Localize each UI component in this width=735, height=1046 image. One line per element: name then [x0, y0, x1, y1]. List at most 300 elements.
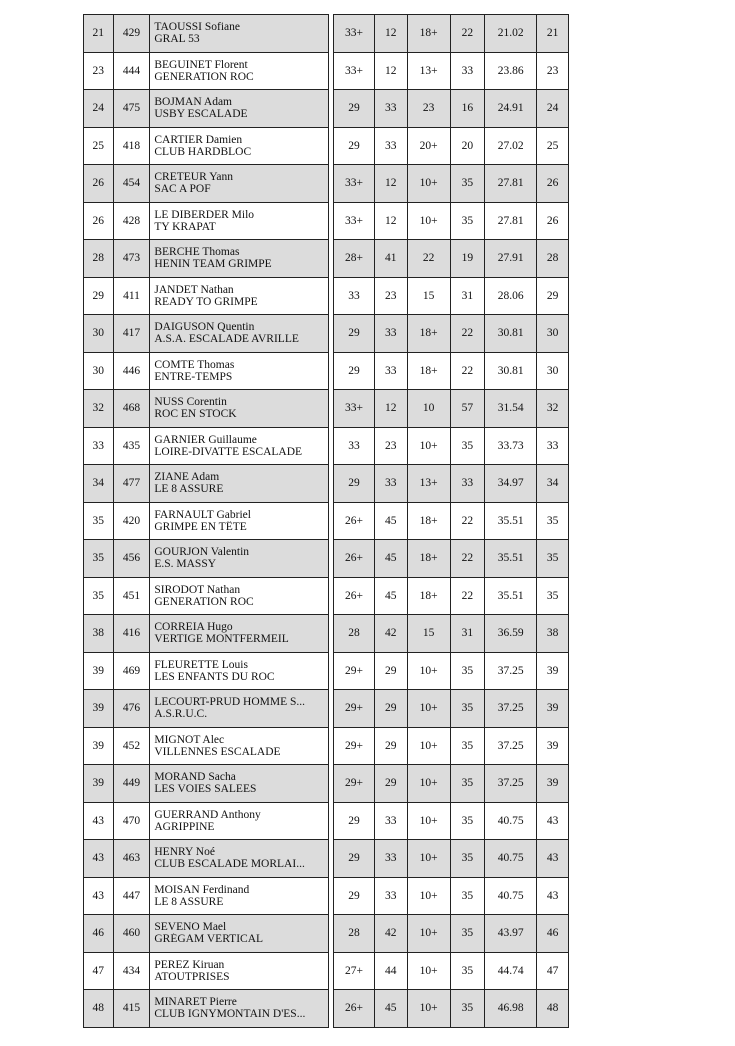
- route2-result-cell: 18+: [407, 352, 450, 390]
- name-cell: [150, 390, 329, 428]
- rank-cell: 29: [84, 277, 114, 315]
- name-cell: [150, 127, 329, 165]
- bib-cell: 444: [113, 52, 150, 90]
- route2-result-cell: 10+: [407, 727, 450, 765]
- athlete-name: LE DIBERDER Milo: [154, 208, 255, 221]
- table-row: [84, 277, 569, 315]
- route1-rank-cell: 12: [374, 15, 407, 53]
- table-row: [84, 952, 569, 990]
- route2-result-cell: 15: [407, 277, 450, 315]
- route1-result-cell: 33+: [334, 165, 375, 203]
- name-cell: [150, 315, 329, 353]
- route2-result-cell: 20+: [407, 127, 450, 165]
- route1-result-cell: 26+: [334, 502, 375, 540]
- route2-result-cell: 10+: [407, 165, 450, 203]
- club-name: CLUB HARDBLOC: [154, 145, 252, 158]
- athlete-name: FLEURETTE Louis: [154, 658, 248, 671]
- final-rank-cell: 29: [537, 277, 569, 315]
- route1-rank-cell: 12: [374, 165, 407, 203]
- route1-rank-cell: 29: [374, 765, 407, 803]
- route2-result-cell: 10+: [407, 877, 450, 915]
- route1-result-cell: 33+: [334, 202, 375, 240]
- bib-cell: 475: [113, 90, 150, 128]
- route2-result-cell: 23: [407, 90, 450, 128]
- score-cell: 37.25: [485, 652, 537, 690]
- club-name: HENIN TEAM GRIMPE: [154, 258, 272, 271]
- club-name: A.S.A. ESCALADE AVRILLE: [154, 333, 299, 346]
- final-rank-cell: 26: [537, 165, 569, 203]
- route2-rank-cell: 22: [450, 352, 485, 390]
- name-cell: [150, 277, 329, 315]
- route2-rank-cell: 31: [450, 615, 485, 653]
- route2-result-cell: 10+: [407, 690, 450, 728]
- club-name: LES ENFANTS DU ROC: [154, 670, 275, 683]
- bib-cell: 429: [113, 15, 150, 53]
- athlete-name: TAOUSSI Sofiane: [154, 21, 241, 34]
- final-rank-cell: 35: [537, 577, 569, 615]
- route1-result-cell: 29+: [334, 690, 375, 728]
- name-cell: [150, 240, 329, 278]
- name-cell: [150, 465, 329, 503]
- athlete-name: HENRY Noé: [154, 846, 215, 859]
- table-row: [84, 202, 569, 240]
- table-row: [84, 502, 569, 540]
- athlete-name: GOURJON Valentin: [154, 546, 250, 559]
- rank-cell: 39: [84, 765, 114, 803]
- bib-cell: 473: [113, 240, 150, 278]
- name-cell: [150, 202, 329, 240]
- score-cell: 34.97: [485, 465, 537, 503]
- table-row: [84, 127, 569, 165]
- rank-cell: 35: [84, 577, 114, 615]
- athlete-name: NUSS Corentin: [154, 396, 227, 409]
- route2-rank-cell: 22: [450, 315, 485, 353]
- name-cell: [150, 840, 329, 878]
- club-name: AGRIPPINE: [154, 820, 215, 833]
- athlete-name: CARTIER Damien: [154, 133, 243, 146]
- route1-rank-cell: 33: [374, 127, 407, 165]
- route1-result-cell: 28: [334, 615, 375, 653]
- rank-cell: 43: [84, 877, 114, 915]
- route1-rank-cell: 42: [374, 915, 407, 953]
- final-rank-cell: 39: [537, 765, 569, 803]
- table-row: [84, 652, 569, 690]
- bib-cell: 447: [113, 877, 150, 915]
- rank-cell: 25: [84, 127, 114, 165]
- club-name: CLUB IGNYMONTAIN D'ES...: [154, 1008, 306, 1021]
- name-cell: [150, 615, 329, 653]
- final-rank-cell: 33: [537, 427, 569, 465]
- athlete-name: JANDET Nathan: [154, 283, 234, 296]
- route2-rank-cell: 57: [450, 390, 485, 428]
- route1-result-cell: 28+: [334, 240, 375, 278]
- route1-result-cell: 33: [334, 427, 375, 465]
- route1-result-cell: 29: [334, 315, 375, 353]
- rank-cell: 34: [84, 465, 114, 503]
- name-cell: [150, 15, 329, 53]
- table-row: [84, 352, 569, 390]
- final-rank-cell: 23: [537, 52, 569, 90]
- club-name: SAC A POF: [154, 183, 211, 196]
- bib-cell: 470: [113, 802, 150, 840]
- athlete-name: CORREIA Hugo: [154, 621, 233, 634]
- route1-result-cell: 29: [334, 90, 375, 128]
- route1-rank-cell: 12: [374, 202, 407, 240]
- final-rank-cell: 28: [537, 240, 569, 278]
- club-name: LES VOIES SALEES: [154, 783, 257, 796]
- club-name: LE 8 ASSURE: [154, 895, 224, 908]
- bib-cell: 454: [113, 165, 150, 203]
- bib-cell: 417: [113, 315, 150, 353]
- route1-rank-cell: 33: [374, 840, 407, 878]
- route1-result-cell: 29: [334, 465, 375, 503]
- route2-result-cell: 10+: [407, 915, 450, 953]
- athlete-name: SEVENO Mael: [154, 921, 227, 934]
- bib-cell: 463: [113, 840, 150, 878]
- route2-result-cell: 18+: [407, 577, 450, 615]
- route1-result-cell: 29+: [334, 652, 375, 690]
- rank-cell: 32: [84, 390, 114, 428]
- route1-rank-cell: 33: [374, 90, 407, 128]
- club-name: GRIMPE EN TÊTE: [154, 520, 247, 533]
- rank-cell: 39: [84, 727, 114, 765]
- route2-result-cell: 10+: [407, 765, 450, 803]
- route2-rank-cell: 22: [450, 15, 485, 53]
- route1-rank-cell: 23: [374, 427, 407, 465]
- route1-result-cell: 29: [334, 802, 375, 840]
- route2-result-cell: 10+: [407, 202, 450, 240]
- route1-result-cell: 33+: [334, 15, 375, 53]
- name-cell: [150, 52, 329, 90]
- route1-rank-cell: 33: [374, 465, 407, 503]
- route2-rank-cell: 33: [450, 465, 485, 503]
- rank-cell: 35: [84, 502, 114, 540]
- score-cell: 23.86: [485, 52, 537, 90]
- score-cell: 40.75: [485, 840, 537, 878]
- table-row: [84, 427, 569, 465]
- route2-result-cell: 13+: [407, 465, 450, 503]
- rank-cell: 30: [84, 352, 114, 390]
- route1-result-cell: 29: [334, 127, 375, 165]
- rank-cell: 43: [84, 840, 114, 878]
- rank-cell: 46: [84, 915, 114, 953]
- score-cell: 35.51: [485, 577, 537, 615]
- results-table: [83, 14, 569, 1028]
- final-rank-cell: 38: [537, 615, 569, 653]
- route2-rank-cell: 35: [450, 915, 485, 953]
- route2-result-cell: 10: [407, 390, 450, 428]
- table-row: [84, 690, 569, 728]
- route1-result-cell: 27+: [334, 952, 375, 990]
- table-row: [84, 90, 569, 128]
- route1-rank-cell: 33: [374, 877, 407, 915]
- score-cell: 31.54: [485, 390, 537, 428]
- rank-cell: 21: [84, 15, 114, 53]
- score-cell: 43.97: [485, 915, 537, 953]
- athlete-name: DAIGUSON Quentin: [154, 321, 255, 334]
- route2-result-cell: 10+: [407, 952, 450, 990]
- bib-cell: 449: [113, 765, 150, 803]
- table-row: [84, 877, 569, 915]
- score-cell: 35.51: [485, 540, 537, 578]
- name-cell: [150, 90, 329, 128]
- route1-rank-cell: 23: [374, 277, 407, 315]
- final-rank-cell: 43: [537, 802, 569, 840]
- name-cell: [150, 502, 329, 540]
- table-row: [84, 915, 569, 953]
- results-table-body: [84, 15, 569, 1028]
- final-rank-cell: 39: [537, 727, 569, 765]
- club-name: LE 8 ASSURE: [154, 483, 224, 496]
- athlete-name: MORAND Sacha: [154, 771, 236, 784]
- bib-cell: 477: [113, 465, 150, 503]
- route2-rank-cell: 35: [450, 952, 485, 990]
- score-cell: 30.81: [485, 315, 537, 353]
- route1-rank-cell: 45: [374, 577, 407, 615]
- rank-cell: 48: [84, 990, 114, 1028]
- table-row: [84, 390, 569, 428]
- final-rank-cell: 25: [537, 127, 569, 165]
- route2-rank-cell: 16: [450, 90, 485, 128]
- route1-result-cell: 28: [334, 915, 375, 953]
- route2-rank-cell: 35: [450, 840, 485, 878]
- athlete-name: LECOURT-PRUD HOMME S...: [154, 696, 305, 709]
- score-cell: 37.25: [485, 690, 537, 728]
- route1-rank-cell: 29: [374, 727, 407, 765]
- name-cell: [150, 352, 329, 390]
- name-cell: [150, 577, 329, 615]
- final-rank-cell: 43: [537, 840, 569, 878]
- route2-rank-cell: 35: [450, 427, 485, 465]
- score-cell: 40.75: [485, 802, 537, 840]
- route2-result-cell: 10+: [407, 990, 450, 1028]
- table-row: [84, 577, 569, 615]
- route1-result-cell: 26+: [334, 540, 375, 578]
- route2-result-cell: 22: [407, 240, 450, 278]
- route2-rank-cell: 35: [450, 990, 485, 1028]
- name-cell: [150, 652, 329, 690]
- final-rank-cell: 35: [537, 502, 569, 540]
- club-name: GENERATION ROC: [154, 595, 254, 608]
- rank-cell: 23: [84, 52, 114, 90]
- bib-cell: 435: [113, 427, 150, 465]
- table-row: [84, 840, 569, 878]
- club-name: VERTIGE MONTFERMEIL: [154, 633, 289, 646]
- bib-cell: 446: [113, 352, 150, 390]
- name-cell: [150, 727, 329, 765]
- route1-rank-cell: 44: [374, 952, 407, 990]
- club-name: TY KRAPAT: [154, 220, 216, 233]
- club-name: ENTRE-TEMPS: [154, 370, 233, 383]
- route1-rank-cell: 12: [374, 52, 407, 90]
- athlete-name: BEGUINET Florent: [154, 58, 248, 71]
- route2-rank-cell: 35: [450, 652, 485, 690]
- table-row: [84, 990, 569, 1028]
- name-cell: [150, 952, 329, 990]
- score-cell: 27.81: [485, 165, 537, 203]
- score-cell: 33.73: [485, 427, 537, 465]
- club-name: CLUB ESCALADE MORLAI...: [154, 858, 305, 871]
- score-cell: 21.02: [485, 15, 537, 53]
- route1-result-cell: 29+: [334, 727, 375, 765]
- final-rank-cell: 30: [537, 315, 569, 353]
- route1-result-cell: 33+: [334, 390, 375, 428]
- route2-rank-cell: 19: [450, 240, 485, 278]
- score-cell: 28.06: [485, 277, 537, 315]
- bib-cell: 468: [113, 390, 150, 428]
- route2-result-cell: 18+: [407, 315, 450, 353]
- rank-cell: 43: [84, 802, 114, 840]
- route1-rank-cell: 45: [374, 990, 407, 1028]
- table-row: [84, 765, 569, 803]
- final-rank-cell: 39: [537, 652, 569, 690]
- bib-cell: 411: [113, 277, 150, 315]
- bib-cell: 420: [113, 502, 150, 540]
- score-cell: 35.51: [485, 502, 537, 540]
- bib-cell: 451: [113, 577, 150, 615]
- route2-result-cell: 10+: [407, 802, 450, 840]
- rank-cell: 35: [84, 540, 114, 578]
- rank-cell: 39: [84, 652, 114, 690]
- route1-rank-cell: 33: [374, 352, 407, 390]
- name-cell: [150, 765, 329, 803]
- rank-cell: 26: [84, 165, 114, 203]
- route2-result-cell: 10+: [407, 840, 450, 878]
- athlete-name: ZIANE Adam: [154, 471, 220, 484]
- route2-result-cell: 18+: [407, 502, 450, 540]
- table-row: [84, 727, 569, 765]
- athlete-name: CRETEUR Yann: [154, 171, 233, 184]
- score-cell: 30.81: [485, 352, 537, 390]
- club-name: E.S. MASSY: [154, 558, 217, 571]
- name-cell: [150, 690, 329, 728]
- route1-result-cell: 26+: [334, 577, 375, 615]
- rank-cell: 47: [84, 952, 114, 990]
- club-name: GRAL 53: [154, 33, 200, 46]
- athlete-name: GARNIER Guillaume: [154, 433, 257, 446]
- table-row: [84, 802, 569, 840]
- bib-cell: 428: [113, 202, 150, 240]
- table-row: [84, 465, 569, 503]
- table-row: [84, 315, 569, 353]
- final-rank-cell: 21: [537, 15, 569, 53]
- score-cell: 27.02: [485, 127, 537, 165]
- score-cell: 37.25: [485, 765, 537, 803]
- route1-rank-cell: 29: [374, 690, 407, 728]
- route2-result-cell: 13+: [407, 52, 450, 90]
- route1-rank-cell: 33: [374, 315, 407, 353]
- name-cell: [150, 165, 329, 203]
- score-cell: 36.59: [485, 615, 537, 653]
- final-rank-cell: 39: [537, 690, 569, 728]
- bib-cell: 415: [113, 990, 150, 1028]
- final-rank-cell: 35: [537, 540, 569, 578]
- bib-cell: 460: [113, 915, 150, 953]
- final-rank-cell: 32: [537, 390, 569, 428]
- route1-rank-cell: 41: [374, 240, 407, 278]
- name-cell: [150, 540, 329, 578]
- route2-rank-cell: 22: [450, 577, 485, 615]
- route2-rank-cell: 35: [450, 802, 485, 840]
- rank-cell: 33: [84, 427, 114, 465]
- score-cell: 27.81: [485, 202, 537, 240]
- route2-rank-cell: 35: [450, 165, 485, 203]
- club-name: GRÉGAM VERTICAL: [154, 933, 264, 946]
- route2-rank-cell: 35: [450, 690, 485, 728]
- final-rank-cell: 48: [537, 990, 569, 1028]
- route2-rank-cell: 33: [450, 52, 485, 90]
- rank-cell: 26: [84, 202, 114, 240]
- score-cell: 37.25: [485, 727, 537, 765]
- route1-rank-cell: 33: [374, 802, 407, 840]
- route1-rank-cell: 12: [374, 390, 407, 428]
- route2-result-cell: 15: [407, 615, 450, 653]
- athlete-name: MIGNOT Alec: [154, 733, 225, 746]
- route1-rank-cell: 45: [374, 540, 407, 578]
- final-rank-cell: 43: [537, 877, 569, 915]
- table-row: [84, 165, 569, 203]
- route2-rank-cell: 31: [450, 277, 485, 315]
- club-name: READY TO GRIMPE: [154, 295, 258, 308]
- route2-result-cell: 18+: [407, 540, 450, 578]
- results-sheet: [83, 14, 569, 1028]
- table-row: [84, 615, 569, 653]
- route2-rank-cell: 35: [450, 765, 485, 803]
- bib-cell: 416: [113, 615, 150, 653]
- route2-rank-cell: 35: [450, 877, 485, 915]
- athlete-name: MOISAN Ferdinand: [154, 883, 250, 896]
- table-row: [84, 15, 569, 53]
- club-name: ROC EN STOCK: [154, 408, 237, 421]
- athlete-name: FARNAULT Gabriel: [154, 508, 251, 521]
- final-rank-cell: 47: [537, 952, 569, 990]
- athlete-name: COMTE Thomas: [154, 358, 235, 371]
- bib-cell: 469: [113, 652, 150, 690]
- athlete-name: MINARET Pierre: [154, 996, 237, 1009]
- route1-rank-cell: 42: [374, 615, 407, 653]
- route2-rank-cell: 22: [450, 540, 485, 578]
- name-cell: [150, 990, 329, 1028]
- route2-rank-cell: 20: [450, 127, 485, 165]
- table-row: [84, 240, 569, 278]
- athlete-name: BERCHE Thomas: [154, 246, 240, 259]
- rank-cell: 28: [84, 240, 114, 278]
- route1-result-cell: 29: [334, 840, 375, 878]
- route2-result-cell: 18+: [407, 15, 450, 53]
- club-name: A.S.R.U.C.: [154, 708, 208, 721]
- final-rank-cell: 24: [537, 90, 569, 128]
- bib-cell: 476: [113, 690, 150, 728]
- name-cell: [150, 802, 329, 840]
- route2-rank-cell: 35: [450, 202, 485, 240]
- name-cell: [150, 427, 329, 465]
- club-name: GENERATION ROC: [154, 70, 254, 83]
- score-cell: 46.98: [485, 990, 537, 1028]
- name-cell: [150, 915, 329, 953]
- rank-cell: 24: [84, 90, 114, 128]
- final-rank-cell: 30: [537, 352, 569, 390]
- club-name: LOIRE-DIVATTE ESCALADE: [154, 445, 303, 458]
- bib-cell: 434: [113, 952, 150, 990]
- athlete-name: SIRODOT Nathan: [154, 583, 241, 596]
- route1-result-cell: 26+: [334, 990, 375, 1028]
- route2-result-cell: 10+: [407, 427, 450, 465]
- route1-result-cell: 33+: [334, 52, 375, 90]
- route1-result-cell: 29+: [334, 765, 375, 803]
- rank-cell: 39: [84, 690, 114, 728]
- athlete-name: GUERRAND Anthony: [154, 808, 261, 821]
- score-cell: 24.91: [485, 90, 537, 128]
